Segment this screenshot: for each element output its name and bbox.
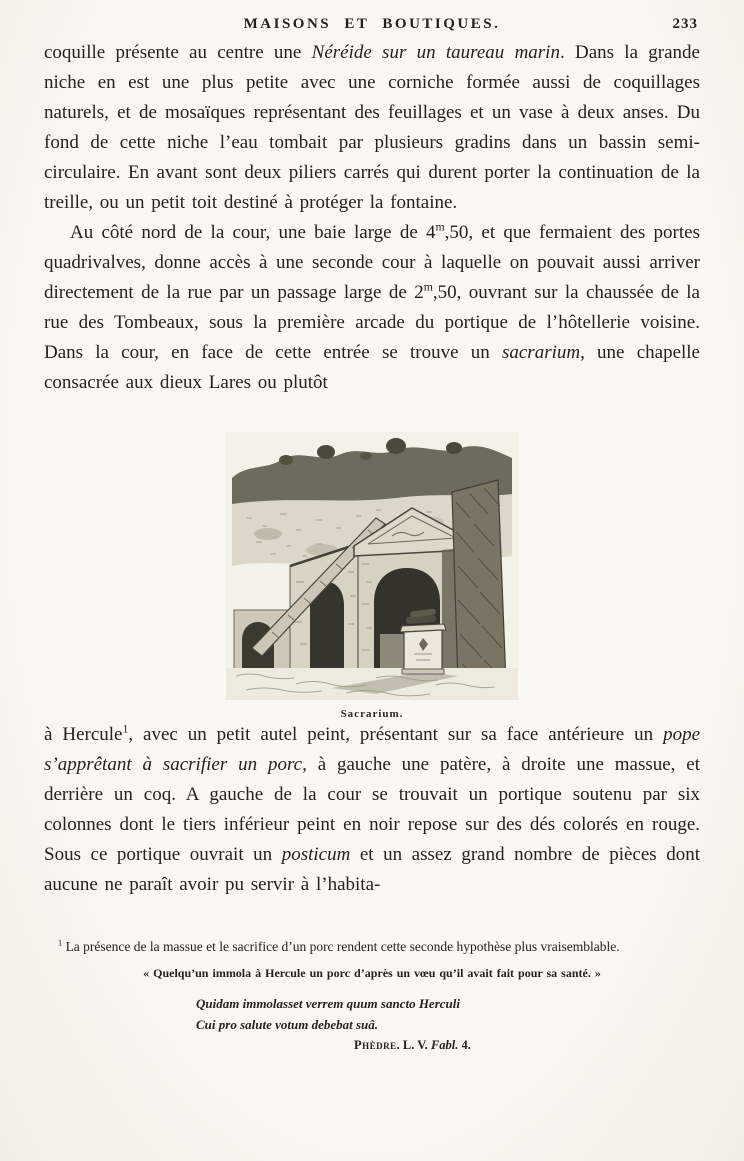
footnote-french-quote: « Quelqu’un immola à Hercule un porc d’après un vœu qu’il avait fait pour sa santé. »: [143, 966, 601, 980]
figure-sacrarium: [226, 432, 518, 720]
running-head: [44, 14, 700, 38]
page-number: 233: [672, 16, 698, 32]
paragraph-1: coquille présente au centre une Néréide sur un taureau marin. Dans la grande niche en est une plus petite avec une corniche formée aussi de coquillages naturels, et de mosaïques représentant des feuillages et un vase à deux anses. Du fond de cette niche l’eau tombait par plusieurs gradins dans un bassin semi-circulaire. En avant sont deux piliers carrés qui durent porter la continuation de la treille, ou un petit toit destiné à protéger la fontaine.: [44, 42, 700, 213]
figure-caption: Sacrarium.: [340, 708, 404, 720]
latin-quote-line-2: Cui pro salute votum debebat suâ.: [196, 1017, 379, 1032]
footnotes-block: [44, 936, 700, 1053]
latin-quote: [196, 993, 700, 1035]
paragraph-2: Au côté nord de la cour, une baie large de 4$^m$,50, et que fermaient des portes quadrivalves, donne accès à une seconde cour à laquelle on pouvait aussi arriver directement de la rue par un passage large de 2$^m$,50, ouvrant sur la chaussée de la rue des Tombeaux, sous la première arcade du portique de l’hôtellerie voisine. Dans la cour, en face de cette entrée se trouve un sacrarium, une chapelle consacrée aux dieux Lares ou plutôt: [44, 220, 700, 393]
paragraph-3: à Hercule$^1$, avec un petit autel peint, présentant sur sa face antérieure un pope s’apprêtant à sacrifier un porc, à gauche une patère, à droite une massue, et derrière un coq. A gauche de la cour se trouvait un portique soutenu par six colonnes dont le tiers inférieur peint en noir repose sur des dés colorés en rouge. Sous ce portique ouvrait un posticum et un assez grand nombre de pièces dont aucune ne paraît avoir pu servir à l’habita-: [44, 722, 700, 895]
running-head-title: MAISONS ET BOUTIQUES.: [243, 16, 501, 32]
footnote-1: $^1$ La présence de la massue et le sacrifice d’un porc rendent cette seconde hypothèse plus vraisemblable.: [58, 938, 620, 954]
sacrarium-engraving-image: [226, 432, 518, 700]
citation: Phèdre. L. V. Fabl. 4.: [354, 1038, 471, 1052]
latin-quote-line-1: Quidam immolasset verrem quum sancto Herculi: [196, 996, 460, 1011]
